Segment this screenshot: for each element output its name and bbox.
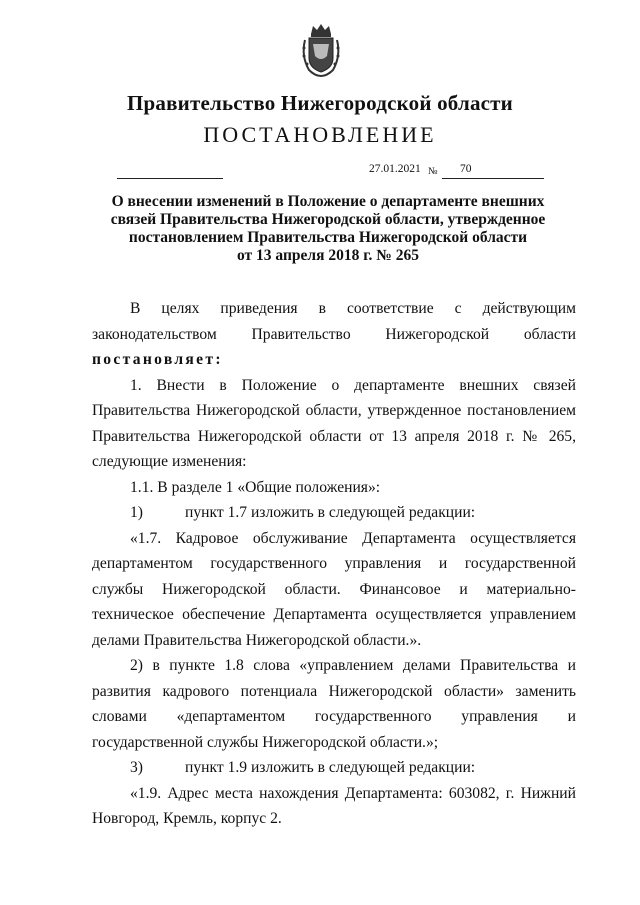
registration-line: [117, 178, 223, 179]
item-1-1-paragraph: 1.1. В разделе 1 «Общие положения»:: [130, 478, 381, 496]
document-type: ПОСТАНОВЛЕНИЕ: [203, 122, 437, 147]
document-subject: [92, 193, 564, 265]
coat-of-arms-icon: [299, 22, 343, 78]
sub-item-1-number: 1): [130, 504, 143, 521]
item-1-paragraph: 1. Внести в Положение о департаменте внешних связей Правительства Нижегородской области, утвержденное постановлением Правительства Нижегородской области от 13 апреля 2018 г. № 265, следующие изменения:: [92, 376, 576, 470]
document-date: 27.01.2021: [369, 163, 421, 175]
document-number: 70: [460, 163, 472, 175]
sub-item-3: [92, 755, 576, 781]
subject-line: от 13 апреля 2018 г. № 265: [237, 247, 419, 264]
decrees-word: [92, 347, 576, 373]
subject-line: связей Правительства Нижегородской области, утвержденное: [110, 211, 546, 228]
sub-item-1-text: пункт 1.7 изложить в следующей редакции:: [185, 504, 476, 521]
clause-1-9-quote: «1.9. Адрес места нахождения Департамента: 603082, г. Нижний Новгород, Кремль, корпус 2.: [92, 784, 576, 827]
number-line: [442, 178, 544, 179]
government-title: Правительство Нижегородской области: [127, 91, 513, 115]
sub-item-3-text: пункт 1.9 изложить в следующей редакции:: [185, 759, 476, 776]
subject-line: О внесении изменений в Положение о департаменте внешних: [111, 193, 545, 210]
sub-item-1: [92, 500, 576, 526]
number-sign: №: [428, 166, 438, 177]
preamble-paragraph: В целях приведения в соответствие с действующим законодательством Правительство Нижегородской области: [92, 300, 576, 343]
document-body: [92, 296, 576, 832]
sub-item-3-number: 3): [130, 759, 143, 776]
subject-line: постановлением Правительства Нижегородской области: [128, 229, 528, 246]
decrees-text: постановляет:: [92, 351, 223, 368]
sub-item-2: 2) в пункте 1.8 слова «управлением делами Правительства и развития кадрового потенциала Нижегородской области» заменить словами «департаментом государственного управления и государственной службы Нижегородской области.»;: [92, 657, 576, 751]
clause-1-7-quote: «1.7. Кадровое обслуживание Департамента осуществляется департаментом государственного управления и государственной службы Нижегородской области. Финансовое и материально-техническое обеспечение Департамента осуществляется управлением делами Правительства Нижегородской области.».: [92, 529, 576, 649]
